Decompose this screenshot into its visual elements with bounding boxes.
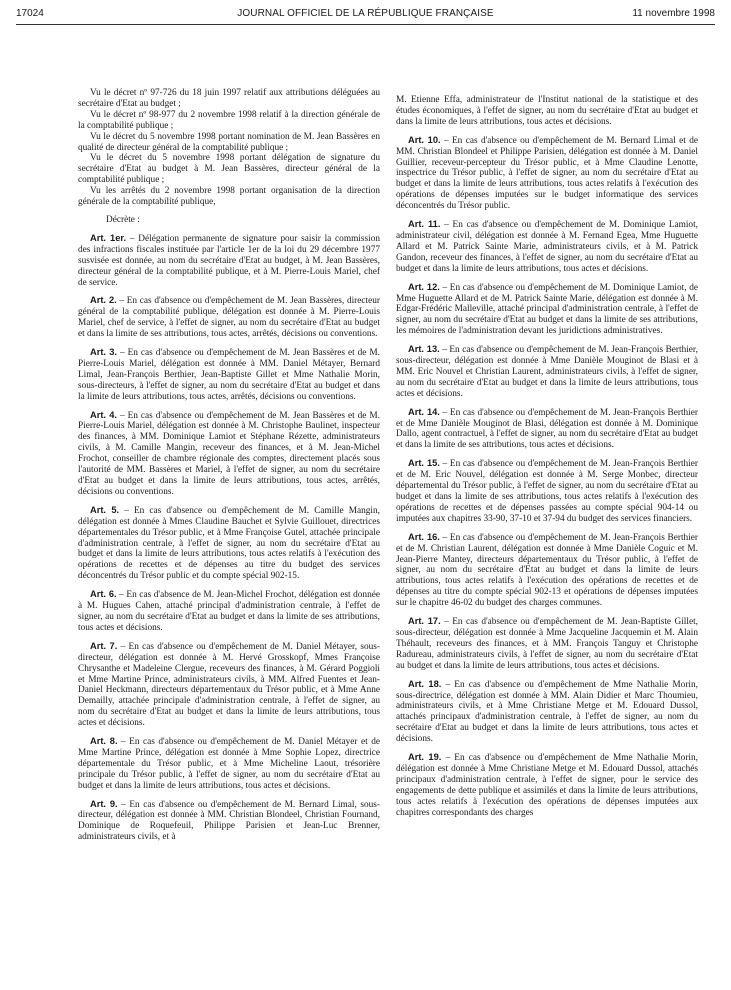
- article-title: Art. 5.: [90, 504, 120, 515]
- article-paragraph: [78, 641, 380, 729]
- page-header: [16, 6, 715, 25]
- article-paragraph: [396, 752, 698, 818]
- article-title: Art. 16.: [408, 531, 440, 542]
- article-title: Art. 14.: [408, 406, 440, 417]
- article-paragraph: [396, 135, 698, 212]
- article-text: – Délégation permanente de signature pour saisir la commission des infractions fiscales instituée par l'article 1er de la loi du 29 décembre 1977 susvisée est donnée, au nom du secrétaire d'Etat au budget, à M. Jean Bassères, directeur général de la comptabilité publique, et à M. Pierre-Louis Mariel, chef de service.: [78, 233, 380, 288]
- article-title: Art. 13.: [408, 344, 440, 355]
- article-title: Art. 12.: [408, 281, 440, 292]
- article-paragraph: [396, 282, 698, 338]
- article-text: – En cas d'absence ou d'empêchement de M. Jean-François Berthier et de M. Eric Nouvel, délégation est donnée à M. Serge Monbec, directeur départemental du Trésor public, à l'effet de signer, au nom du secrétaire d'Etat au budget et dans la limite de ses attributions, tous actes relatifs à l'exécution des opérations de recettes et de dépenses passées au compte spécial 904-14 ou imputées aux chapitres 33-90, 37-10 et 37-94 du budget des services financiers.: [396, 459, 698, 524]
- article-text: – En cas d'absence ou d'empêchement de Mme Nathalie Morin, délégation est donnée à Mme Christiane Metge et M. Edouard Dussol, attachés principaux d'administration centrale, à l'effet de signer, pour le service des engagements de dette publique et assimilés et dans la limite de leurs attributions, tous actes relatifs à l'exécution des opérations de dépenses imputées aux chapitres correspondants des charges: [396, 753, 698, 818]
- article-paragraph: [396, 679, 698, 745]
- article-text: – En cas d'absence ou d'empêchement de M. Jean-François Berthier et de Mme Danièle Mouginot de Blasi, délégation est donnée à M. Dominique Dallo, agent contractuel, à l'effet de signer, au nom du secrétaire d'Etat au budget et dans la limite de ses attributions, tous actes et décisions.: [396, 407, 698, 451]
- article-paragraph: [78, 799, 380, 844]
- left-column: [78, 88, 380, 983]
- article-title: Art. 11.: [408, 219, 441, 230]
- article-paragraph: [78, 505, 380, 582]
- decrete-heading: Décrète :: [106, 214, 140, 225]
- issue-date: 11 novembre 1998: [632, 8, 715, 19]
- article-text: – En cas d'absence ou d'empêchement de M. Jean-François Berthier et de M. Christian Laurent, délégation est donnée à Mme Danièle Coguic et M. Jean-Pierre Mantey, directeurs départementaux du Trésor public, à l'effet de signer, au nom du secrétaire d'Etat au budget et dans la limite de leurs attributions, tous actes relatifs à l'exécution des opérations de recettes et de dépenses au titre du compte spécial 902-13 et opérations de dépenses imputées sur le chapitre 46-02 du budget des charges communes.: [396, 532, 698, 609]
- visa-paragraph: Vu le décret nº 98-977 du 2 novembre 1998 relatif à la direction générale de la comptabilité publique ;: [78, 109, 380, 131]
- visa-paragraph: Vu le décret du 5 novembre 1998 portant nomination de M. Jean Bassères en qualité de directeur général de la comptabilité publique ;: [78, 131, 380, 153]
- visa-paragraph: Vu les arrêtés du 2 novembre 1998 portant organisation de la direction générale de la comptabilité publique,: [78, 186, 380, 208]
- article-text: – En cas d'absence ou d'empêchement de Mme Nathalie Morin, sous-directrice, délégation est donnée à MM. Alain Didier et Marc Thoumieu, administrateurs civils, et à Mme Christiane Metge et M. Edouard Dussol, attachés principaux d'administration centrale, à l'effet de signer, au nom du secrétaire d'Etat au budget et dans la limite de leurs attributions, tous actes et décisions.: [396, 679, 698, 745]
- article-title: Art. 7.: [90, 640, 118, 651]
- article-title: Art. 3.: [90, 347, 117, 358]
- article-text: – En cas d'absence ou d'empêchement de M. Bernard Limal, sous-directeur, délégation est donnée à MM. Christian Blondeel, Christian Fournand, Dominique de Roquefeuil, Philippe Parisien et Jean-Luc Brenner, administrateurs civils, et à: [78, 799, 380, 843]
- article-text: – En cas d'absence ou d'empêchement de M. Daniel Métayer et de Mme Martine Prince, délégation est donnée à Mme Sophie Lopez, directrice départementale du Trésor public, et à Mme Micheline Laout, trésorière principale du Trésor public, à l'effet de signer, au nom du secrétaire d'Etat au budget et dans la limite de leurs attributions, tous actes et décisions.: [78, 737, 380, 791]
- article-paragraph: [396, 532, 698, 609]
- article-text: – En cas d'absence ou d'empêchement de M. Jean Bassères et de M. Pierre-Louis Mariel, délégation est donnée à MM. Daniel Métayer, Bernard Limal, Jean-François Berthier, Jean-Baptiste Gillet et Mme Nathalie Morin, sous-directeurs, à l'effet de signer, au nom du secrétaire d'Etat au budget et dans la limite de leurs attributions, tous actes, arrêtés, décisions ou conventions.: [78, 348, 380, 402]
- article-paragraph: [78, 347, 380, 403]
- article-text: – En cas d'absence ou d'empêchement de M. Jean-Baptiste Gillet, sous-directeur, délégation est donnée à Mme Jacqueline Jacquemin et M. Alain Théhault, receveurs des finances, et à MM. François Tanguy et Christophe Radureau, administrateurs civils, à l'effet de signer, au nom du secrétaire d'Etat au budget et dans la limite de leurs attributions, tous actes et décisions.: [396, 617, 698, 671]
- article-title: Art. 18.: [408, 678, 442, 689]
- article-title: Art. 1er.: [90, 232, 127, 243]
- continuation-paragraph: M. Etienne Effa, administrateur de l'Institut national de la statistique et des études économiques, à l'effet de signer, au nom du secrétaire d'Etat au budget et dans la limite de leurs attributions, tous actes et décisions.: [396, 95, 698, 127]
- article-title: Art. 15.: [408, 458, 440, 469]
- article-title: Art. 2.: [90, 295, 117, 306]
- visa-paragraph: Vu le décret du 5 novembre 1998 portant délégation de signature du secrétaire d'Etat au budget à M. Jean Bassères, directeur général de la comptabilité publique ;: [78, 153, 380, 186]
- article-paragraph: [78, 589, 380, 634]
- article-text: – En cas d'absence ou d'empêchement de M. Jean Bassères et de M. Pierre-Louis Mariel, délégation est donnée à M. Christophe Baulinet, inspecteur des finances, à MM. Dominique Lamiot et Stéphane Rézette, administrateurs civils, à M. Camille Mangin, receveur des finances, et à M. Jean-Michel Frochot, conseiller de chambre régionale des comptes, directement placés sous l'autorité de MM. Bassères et Mariel, à l'effet de signer, au nom du secrétaire d'Etat au budget et dans la limite de leurs attributions, tous actes, arrêtés, décisions ou conventions.: [78, 410, 380, 497]
- article-paragraph: [396, 407, 698, 452]
- article-paragraph: [396, 458, 698, 524]
- text-columns: [78, 88, 698, 983]
- article-title: Art. 19.: [408, 752, 442, 763]
- article-paragraph: [78, 410, 380, 498]
- article-paragraph: [396, 219, 698, 275]
- article-title: Art. 10.: [408, 134, 441, 145]
- article-paragraph: [78, 233, 380, 289]
- article-text: – En cas d'absence ou d'empêchement de M. Dominique Lamiot, de Mme Huguette Allard et de M. Patrick Sainte Marie, délégation est donnée à M. Edgar-Frédéric Malleville, attaché principal d'administration centrale, à l'effet de signer, au nom du secrétaire d'Etat au budget et dans la limite de ses attributions, les mémoires de l'administration devant les juridictions administratives.: [396, 282, 698, 337]
- article-title: Art. 8.: [90, 736, 118, 747]
- article-text: – En cas d'absence ou d'empêchement de M. Dominique Lamiot, administrateur civil, délégation est donnée à M. Fernand Egea, Mme Huguette Allard et M. Patrick Sainte Marie, administrateurs civils, et à M. Patrick Gandon, receveur des finances, à l'effet de signer, au nom du secrétaire d'Etat au budget et dans la limite de leurs attributions, tous actes et décisions.: [396, 220, 698, 274]
- article-text: – En cas d'absence ou d'empêchement de M. Jean-François Berthier, sous-directeur, délégation est donnée à Mme Danièle Mouginot de Blasi et à MM. Eric Nouvel et Christian Laurent, administrateurs civils, à l'effet de signer, au nom du secrétaire d'Etat au budget et dans la limite de leurs attributions, tous actes et décisions.: [396, 345, 698, 399]
- article-text: – En cas d'absence ou d'empêchement de M. Bernard Limal et de MM. Christian Blondeel et Philippe Parisien, délégation est donnée à M. Daniel Guillier, receveur-percepteur du Trésor public, et à Mme Claudine Lenotte, inspectrice du Trésor public, à l'effet de signer, au nom du secrétaire d'Etat au budget et dans la limite de leurs attributions, tous actes relatifs à l'exécution des opérations de dépenses imputées sur le budget informatique des services déconcentrés du Trésor public.: [396, 135, 698, 212]
- article-paragraph: [396, 616, 698, 672]
- article-title: Art. 17.: [408, 616, 441, 627]
- article-title: Art. 6.: [90, 589, 117, 600]
- article-text: – En cas d'absence ou d'empêchement de M. Camille Mangin, délégation est donnée à Mmes Claudine Bauchet et Sylvie Guillouet, directrices départementales du Trésor public, et à Mme Françoise Gutel, attachée principale d'administration centrale, à l'effet de signer, au nom du secrétaire d'Etat au budget et dans la limite de leurs attributions, tous actes relatifs à l'exécution des opérations de recettes et de dépenses au titre du budget des services déconcentrés du Trésor public et du compte spécial 902-15.: [78, 505, 380, 582]
- article-paragraph: [396, 344, 698, 400]
- article-paragraph: [78, 736, 380, 792]
- article-paragraph: [78, 295, 380, 340]
- article-text: – En cas d'absence de M. Jean-Michel Frochot, délégation est donnée à M. Hugues Cahen, attaché principal d'administration centrale, à l'effet de signer, au nom du secrétaire d'Etat au budget et dans la limite de ses attributions, tous actes et décisions.: [78, 590, 380, 633]
- right-column: [396, 95, 698, 990]
- article-title: Art. 9.: [90, 798, 118, 809]
- page-number: 17024: [16, 8, 44, 19]
- article-title: Art. 4.: [90, 409, 117, 420]
- visa-paragraph: Vu le décret nº 97-726 du 18 juin 1997 relatif aux attributions déléguées au secrétaire d'Etat au budget ;: [78, 88, 380, 109]
- article-text: – En cas d'absence ou d'empêchement de M. Jean Bassères, directeur général de la comptabilité publique, délégation est donnée à M. Pierre-Louis Mariel, chef de service, à l'effet de signer, au nom du secrétaire d'Etat au budget et dans la limite de ses attributions, tous actes, arrêtés, décisions ou conventions.: [78, 296, 380, 340]
- article-text: – En cas d'absence ou d'empêchement de M. Daniel Métayer, sous-directeur, délégation est donnée à M. Hervé Grosskopf, Mmes Françoise Chrysanthe et Madeleine Clergue, receveurs des finances, à M. Gérard Poggioli et Mme Martine Prince, administrateurs civils, à MM. Alfred Fuentes et Jean-Daniel Heckmann, directeurs départementaux du Trésor public, et à Mme Anne Demailly, attachée principale d'administration centrale, à l'effet de signer, au nom du secrétaire d'Etat au budget et dans la limite de leurs attributions, tous actes et décisions.: [78, 641, 380, 729]
- journal-title: JOURNAL OFFICIEL DE LA RÉPUBLIQUE FRANÇAISE: [237, 8, 494, 19]
